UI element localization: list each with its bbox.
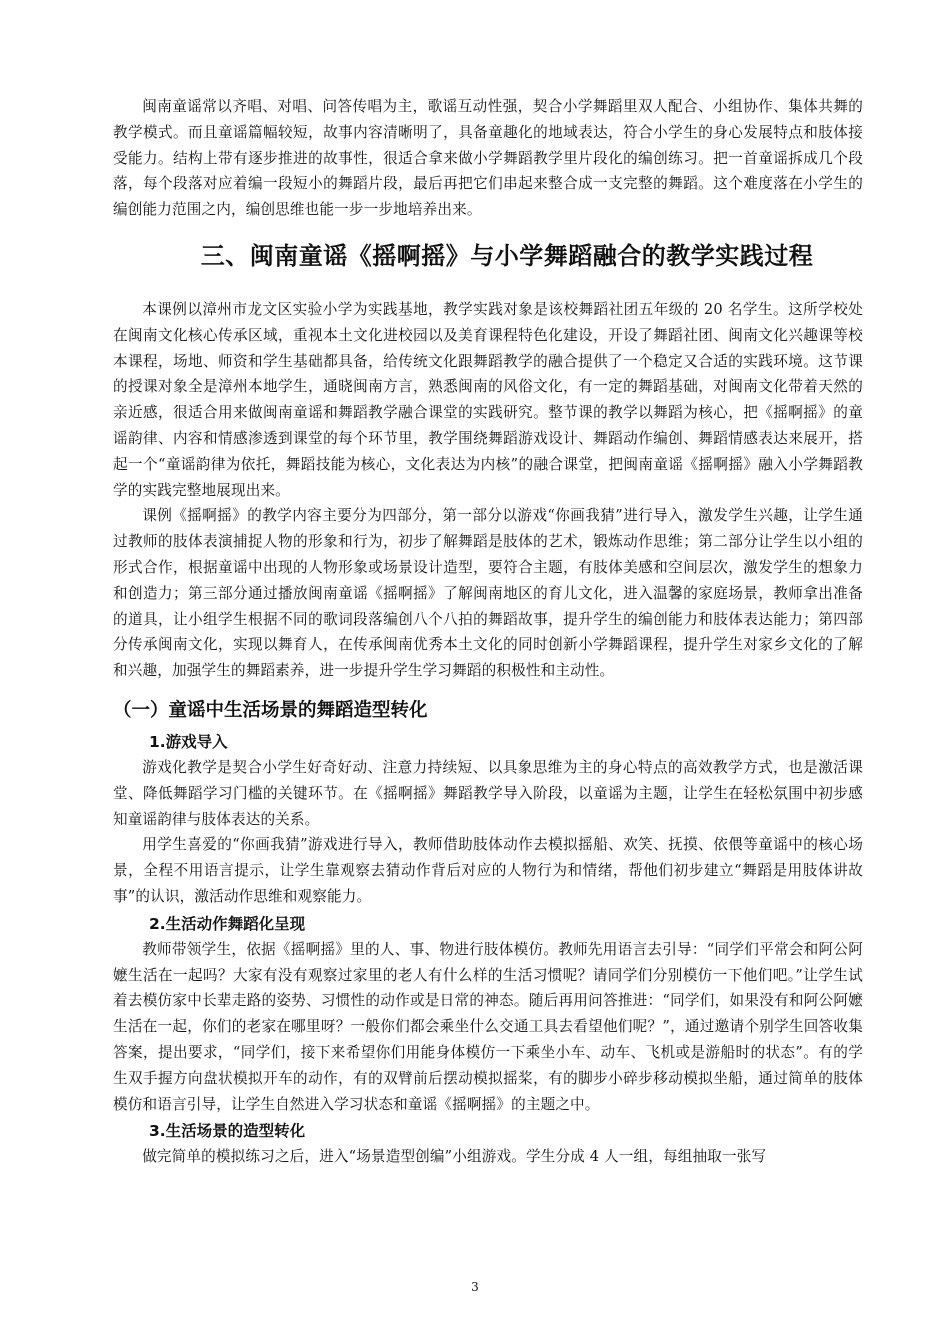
body-paragraph: 用学生喜爱的“你画我猜”游戏进行导入，教师借助肢体动作去模拟摇船、欢笑、抚摸、依偎等童谣中的核心场景，全程不用语言提示，让学生靠观察去猜动作背后对应的人物行为和情绪，帮他们初步建立“舞蹈是用肢体讲故事”的认识，激活动作思维和观察能力。 — [113, 836, 863, 905]
body-paragraph: 课例《摇啊摇》的教学内容主要分为四部分，第一部分以游戏“你画我猜”进行导入，激发学生兴趣，让学生通过教师的肢体表演捕捉人物的形象和行为，初步了解舞蹈是肢体的艺术，锻炼动作思维；第二部分让学生以小组的形式合作，根据童谣中出现的人物形象或场景设计造型，要符合主题，有肢体美感和空间层次，激发学生的想象力和创造力；第三部分通过播放闽南童谣《摇啊摇》了解闽南地区的育儿文化，进入温馨的家庭场景，教师拿出准备的道具，让小组学生根据不同的歌词段落编创八个八拍的舞蹈故事，提升学生的编创能力和肢体表达能力；第四部分传承闽南文化，实现以舞育人，在传承闽南优秀本土文化的同时创新小学舞蹈课程，提升学生对家乡文化的了解和兴趣，加强学生的舞蹈素养，进一步提升学生学习舞蹈的积极性和主动性。 — [113, 507, 863, 680]
body-paragraph: 闽南童谣常以齐唱、对唱、问答传唱为主，歌谣互动性强，契合小学舞蹈里双人配合、小组协作、集体共舞的教学模式。而且童谣篇幅较短，故事内容清晰明了，具备童趣化的地域表达，符合小学生的身心发展特点和肢体接受能力。结构上带有逐步推进的故事性，很适合拿来做小学舞蹈教学里片段化的编创练习。把一首童谣拆成几个段落，每个段落对应着编一段短小的舞蹈片段，最后再把它们串起来整合成一支完整的舞蹈。这个难度落在小学生的编创能力范围之内，编创思维也能一步一步地培养出来。 — [113, 98, 863, 219]
item-heading: 1.游戏导入 — [149, 732, 228, 751]
item-heading: 2.生活动作舞蹈化呈现 — [149, 914, 306, 933]
body-paragraph: 做完简单的模拟练习之后，进入“场景造型创编”小组游戏。学生分成 4 人一组，每组抽取一张写 — [142, 1148, 767, 1166]
body-paragraph: 本课例以漳州市龙文区实验小学为实践基地，教学实践对象是该校舞蹈社团五年级的 20 名学生。这所学校处在闽南文化核心传承区域，重视本土文化进校园以及美育课程特色化建设，开设了舞蹈社团、闽南文化兴趣课等校本课程，场地、师资和学生基础都具备，给传统文化跟舞蹈教学的融合提供了一个稳定又合适的实践环境。这节课的授课对象全是漳州本地学生，通晓闽南方言，熟悉闽南的风俗文化，有一定的舞蹈基础，对闽南文化带着天然的亲近感，很适合用来做闽南童谣和舞蹈教学融合课堂的实践研究。整节课的教学以舞蹈为核心，把《摇啊摇》的童谣韵律、内容和情感渗透到课堂的每个环节里，教学围绕舞蹈游戏设计、舞蹈动作编创、舞蹈情感表达来展开，搭起一个“童谣韵律为依托，舞蹈技能为核心，文化表达为内核”的融合课堂，把闽南童谣《摇啊摇》融入小学舞蹈教学的实践完整地展现出来。 — [113, 300, 863, 499]
item-heading: 3.生活场景的造型转化 — [149, 1122, 306, 1141]
page-content — [113, 94, 863, 1170]
subsection-heading: （一）童谣中生活场景的舞蹈造型转化 — [113, 699, 428, 721]
body-paragraph: 游戏化教学是契合小学生好奇好动、注意力持续短、以具象思维为主的身心特点的高效教学方式，也是激活课堂、降低舞蹈学习门槛的关键环节。在《摇啊摇》舞蹈教学导入阶段，以童谣为主题，让学生在轻松氛围中初步感知童谣韵律与肢体表达的关系。 — [113, 758, 863, 828]
body-paragraph: 教师带领学生，依据《摇啊摇》里的人、事、物进行肢体模仿。教师先用语言去引导：“同学们平常会和阿公阿嬷生活在一起吗？大家有没有观察过家里的老人有什么样的生活习惯呢？请同学们分别模仿一下他们吧。”让学生试着去模仿家中长辈走路的姿势、习惯性的动作或是日常的神态。随后再用问答推进：“同学们，如果没有和阿公阿嬷生活在一起，你们的老家在哪里呀？一般你们都会乘坐什么交通工具去看望他们呢？”，通过邀请个别学生回答收集答案，提出要求，“同学们，接下来希望你们用能身体模仿一下乘坐小车、动车、飞机或是游船时的状态”。有的学生双手握方向盘状模拟开车的动作，有的双臂前后摆动模拟摇桨，有的脚步小碎步移动模拟坐船，通过简单的肢体模仿和语言引导，让学生自然进入学习状态和童谣《摇啊摇》的主题之中。 — [113, 940, 863, 1113]
page-number: 3 — [471, 1280, 479, 1294]
section-heading: 三、闽南童谣《摇啊摇》与小学舞蹈融合的教学实践过程 — [200, 241, 814, 270]
